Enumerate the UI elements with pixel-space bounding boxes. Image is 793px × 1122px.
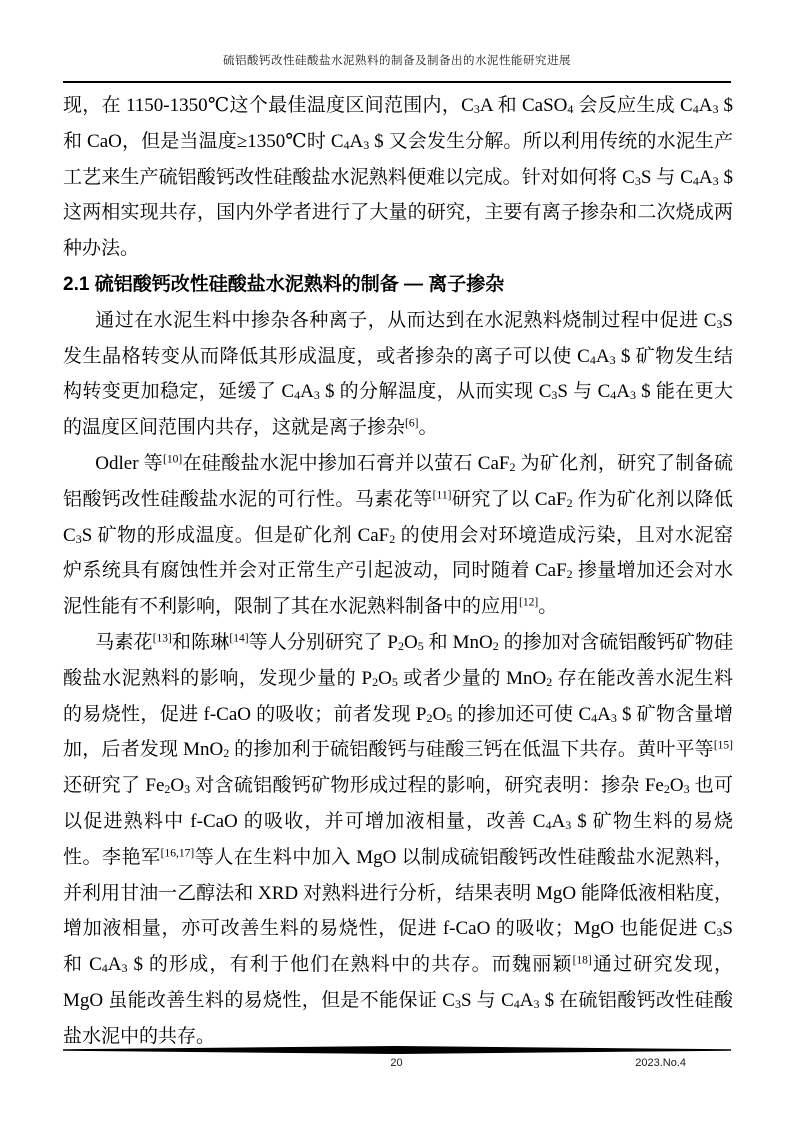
page-body: [63, 88, 733, 1055]
paragraph-caf2-mineralizer: Odler 等[10]在硅酸盐水泥中掺加石膏并以萤石 CaF$_2$ 为矿化剂，研究了制备硫铝酸钙改性硅酸盐水泥的可行性。马素花等[11]研究了以 CaF$_2$ 作为矿化剂以降低 $C_3S$ 矿物的形成温度。但是矿化剂 CaF$_2$ 的使用会对环境造成污染，且对水泥窑炉系统具有腐蚀性并会对正常生产引起波动，同时随着 CaF$_2$ 掺量增加还会对水泥性能有不利影响，限制了其在水泥熟料制备中的应用[12]。: [63, 452, 733, 618]
paragraph-continuation: 现，在 1150-1350℃这个最佳温度区间范围内，$C_3A$ 和 CaSO$_4$ 会反应生成 $C_4A_3$ $ 和 CaO，但是当温度≥1350℃时 $C_4A_3$ $ 又会发生分解。所以利用传统的水泥生产工艺来生产硫铝酸钙改性硅酸盐水泥熟料便难以完成。针对如何将 $C_3S$ 与 $C_4A_3$ $ 这两相实现共存，国内外学者进行了大量的研究，主要有离子掺杂和二次烧成两种办法。: [63, 95, 733, 260]
section-heading: 2.1 硫铝酸钙改性硅酸盐水泥熟料的制备 — 离子掺杂: [63, 273, 505, 295]
running-header-title: 硫铝酸钙改性硅酸盐水泥熟料的制备及制备出的水泥性能研究进展: [223, 55, 571, 67]
paragraph-ion-doping-intro: 通过在水泥生料中掺杂各种离子，从而达到在水泥熟料烧制过程中促进 $C_3S$ 发生晶格转变从而降低其形成温度，或者掺杂的离子可以使 $C_4A_3$ $ 矿物发生结构转变更加稳定，延缓了 $C_4A_3$ $ 的分解温度，从而实现 $C_3S$ 与 $C_4A_3$ $ 能在更大的温度区间范围内共存，这就是离子掺杂[6]。: [63, 309, 733, 439]
footer-rule-bar: [63, 1046, 731, 1054]
header-rule: [63, 81, 731, 83]
paragraph-oxide-doping-studies: 马素花[13]和陈琳[14]等人分别研究了 $P_2O_5$ 和 MnO$_2$ 的掺加对含硫铝酸钙矿物硅酸盐水泥熟料的影响，发现少量的 $P_2O_5$ 或者少量的 MnO$_2$ 存在能改善水泥生料的易烧性，促进 f-CaO 的吸收；前者发现 $P_2O_5$ 的掺加还可使 $C_4A_3$ $ 矿物含量增加，后者发现 MnO$_2$ 的掺加利于硫铝酸钙与硅酸三钙在低温下共存。黄叶平等[15]还研究了 $Fe_2O_3$ 对含硫铝酸钙矿物形成过程的影响，研究表明：掺杂 $Fe_2O_3$ 也可以促进熟料中 f-CaO 的吸收，并可增加液相量，改善 $C_4A_3$ $ 矿物生料的易烧性。李艳军[16,17]等人在生料中加入 MgO 以制成硫铝酸钙改性硅酸盐水泥熟料，并利用甘油一乙醇法和 XRD 对熟料进行分析，结果表明 MgO 能降低液相粘度，增加液相量，亦可改善生料的易烧性，促进 f-CaO 的吸收；MgO 也能促进 $C_3S$ 和 $C_4A_3$ $ 的形成，有利于他们在熟料中的共存。而魏丽颖[18]通过研究发现，MgO 虽能改善生料的易烧性，但是不能保证 $C_3S$ 与 $C_4A_3$ $ 在硫铝酸钙改性硅酸盐水泥中的共存。: [63, 631, 733, 1047]
page-number: 20: [390, 1057, 403, 1069]
issue-label: 2023.No.4: [635, 1057, 686, 1069]
